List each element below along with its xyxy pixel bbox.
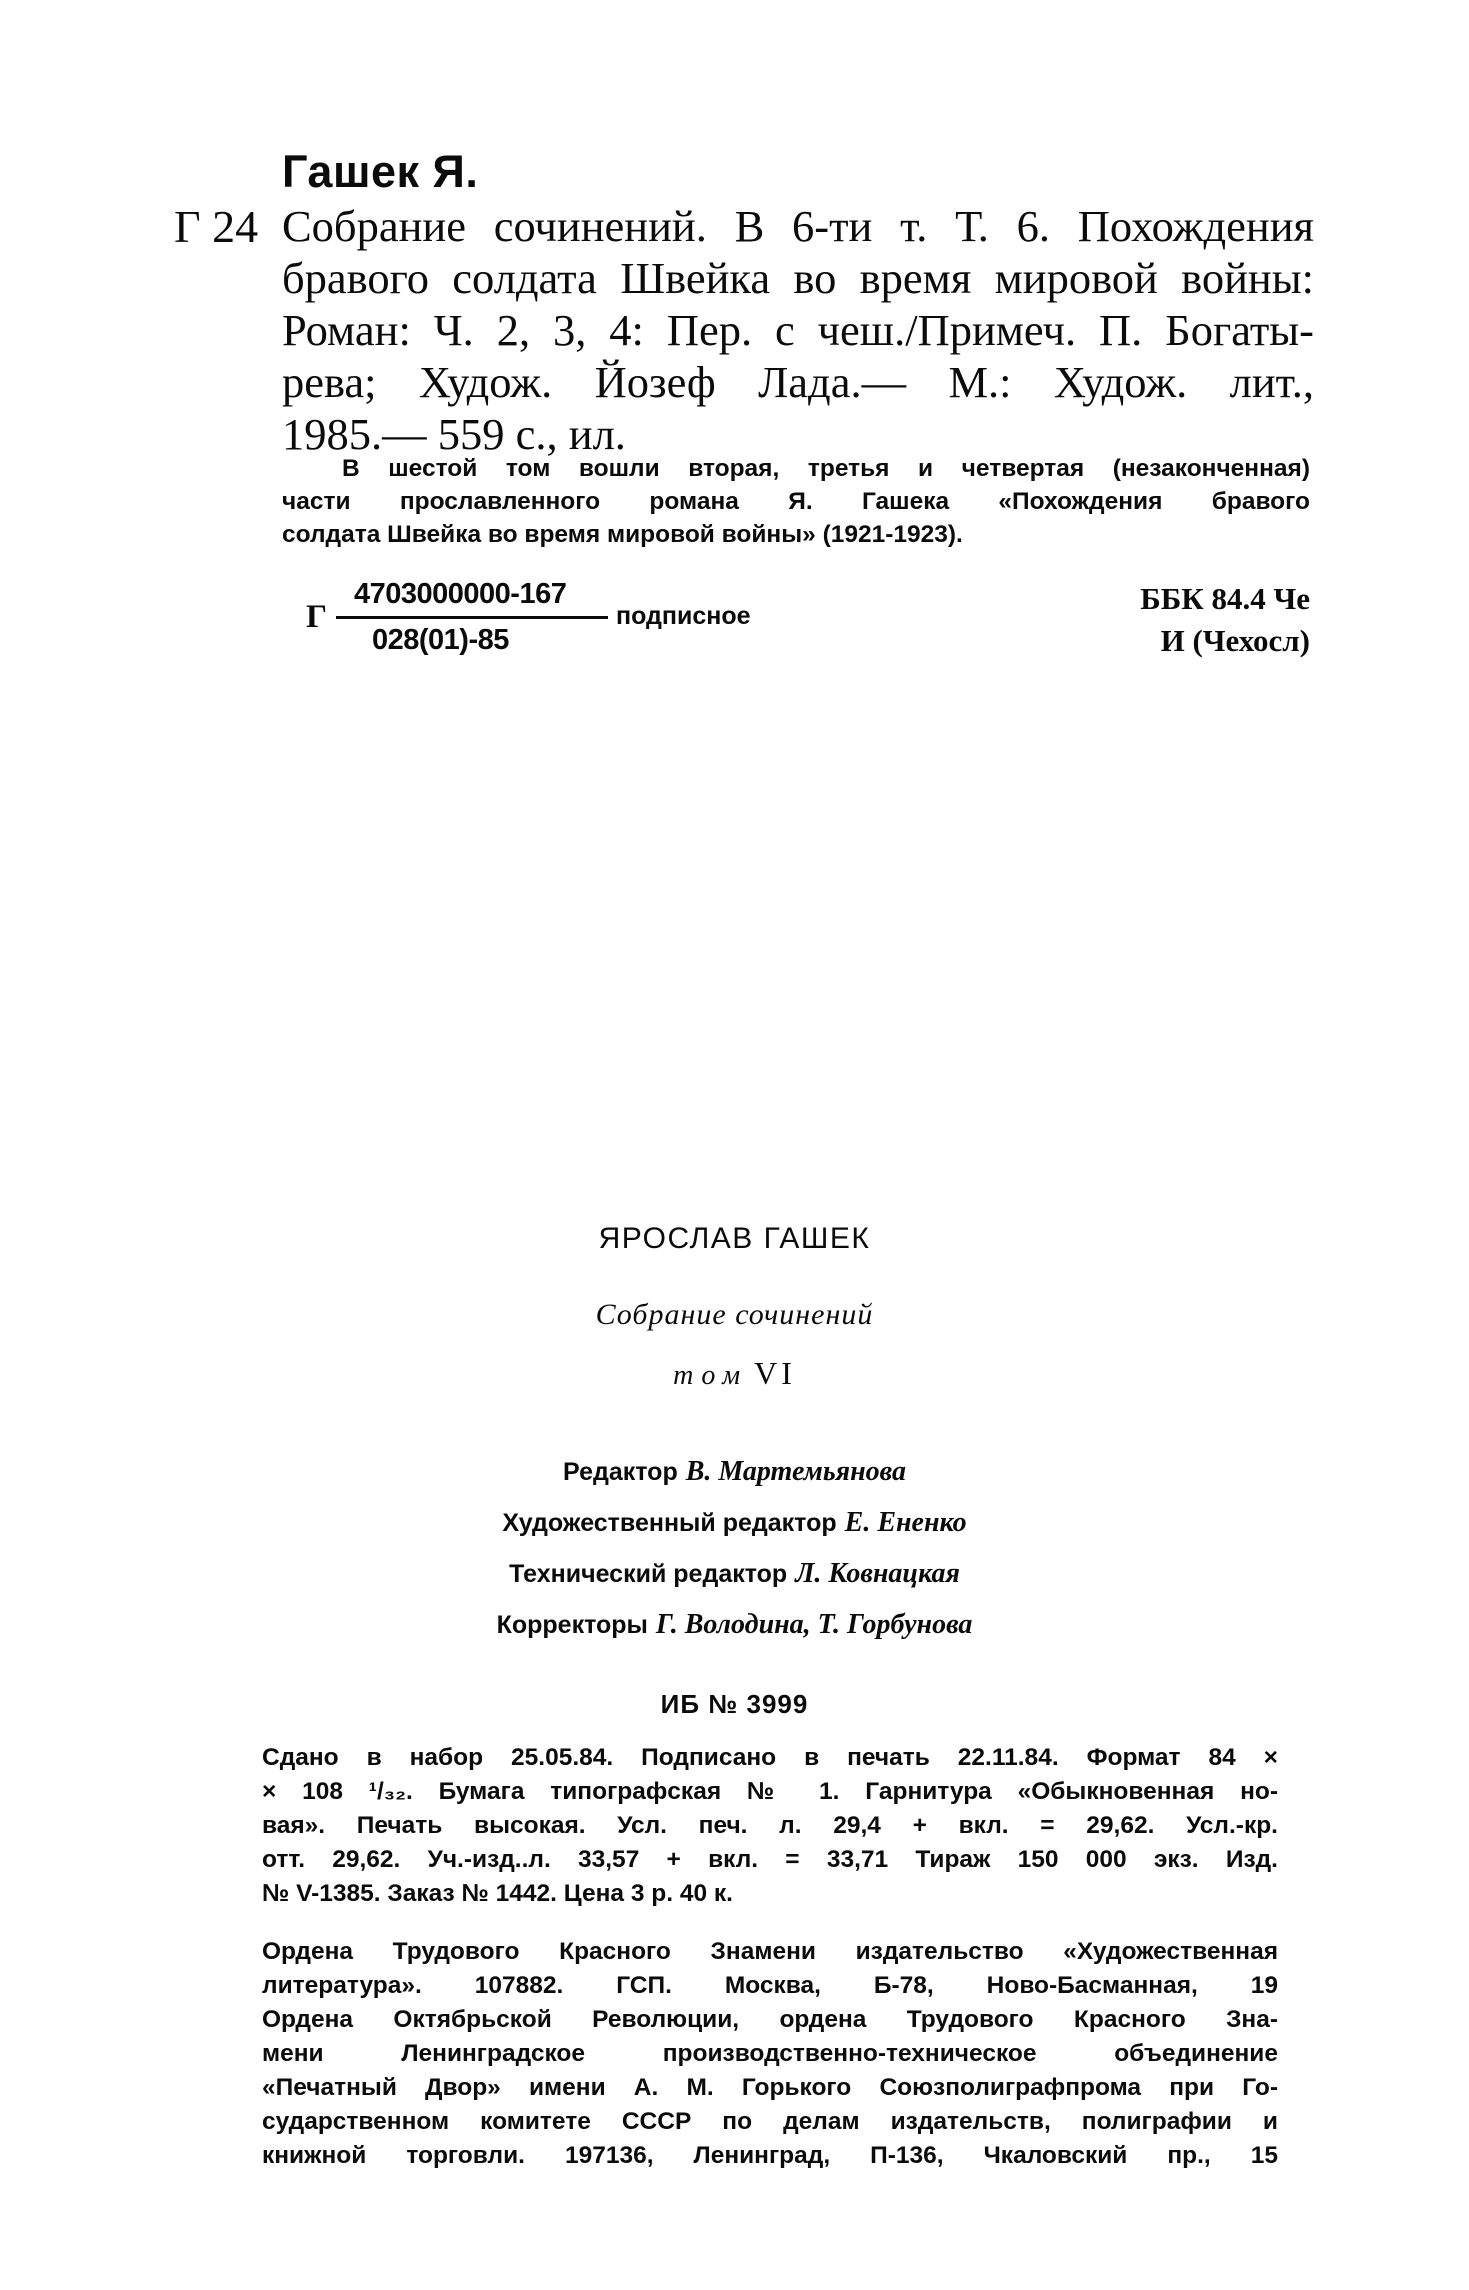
- annotation-line: солдата Швейка во время мировой войны» (1921-1923).: [282, 521, 963, 548]
- colophon-author: ЯРОСЛАВ ГАШЕК: [598, 1222, 871, 1255]
- credit-role: Художественный редактор: [502, 1509, 837, 1537]
- credit-row: [0, 1609, 1469, 1660]
- print-data-line: отт. 29,62. Уч.-изд..л. 33,57 + вкл. = 33,71 Тираж 150 000 экз. Изд.: [262, 1846, 1278, 1873]
- printer-line: мени Ленинградское производственно-техническое объединение: [262, 2040, 1278, 2067]
- credit-row: [0, 1456, 1469, 1507]
- credit-role: Корректоры: [496, 1611, 648, 1639]
- catalog-author: Гашек Я.: [282, 146, 479, 197]
- credits-list: [0, 1456, 1469, 1660]
- publisher-line: литература». 107882. ГСП. Москва, Б-78, Ново-Басманная, 19: [262, 1972, 1278, 1999]
- index-denominator: 028(01)-85: [372, 624, 509, 656]
- colophon-series: Собрание сочинений: [595, 1298, 874, 1331]
- annotation-line: части прославленного романа Я. Гашека «Похождения бравого: [282, 488, 1310, 515]
- print-data: [262, 1741, 1278, 1911]
- catalog-code: Г 24: [174, 201, 259, 252]
- bbk-classification: [1094, 578, 1310, 662]
- description-line: 1985.— 559 с., ил.: [282, 409, 626, 459]
- print-data-line: Сдано в набор 25.05.84. Подписано в печать 22.11.84. Формат 84 ×: [262, 1744, 1278, 1771]
- description-line: бравого солдата Швейка во время мировой войны:: [282, 253, 1314, 303]
- printer-info: [262, 2003, 1278, 2173]
- credit-person: В. Мартемьянова: [685, 1456, 906, 1487]
- index-note: подписное: [616, 602, 751, 630]
- bbk-line: ББК 84.4 Че: [1140, 581, 1310, 616]
- publisher-line: Ордена Трудового Красного Знамени издательство «Художественная: [262, 1938, 1278, 1965]
- print-data-line: вая». Печать высокая. Усл. печ. л. 29,4 + вкл. = 29,62. Усл.-кр.: [262, 1812, 1278, 1839]
- credit-row: [0, 1507, 1469, 1558]
- volume-word: том: [673, 1360, 749, 1391]
- credit-role: Редактор: [563, 1458, 678, 1486]
- description-line: Роман: Ч. 2, 3, 4: Пер. с чеш./Примеч. П. Богаты-: [282, 305, 1314, 355]
- printer-line: сударственном комитете СССР по делам издательств, полиграфии и: [262, 2108, 1278, 2135]
- catalog-annotation: [282, 452, 1310, 551]
- index-letter: Г: [306, 599, 327, 635]
- printer-line: книжной торговли. 197136, Ленинград, П-136, Чкаловский пр., 15: [262, 2142, 1278, 2169]
- index-numerator: 4703000000-167: [354, 578, 567, 610]
- fraction-line: [336, 616, 608, 619]
- catalog-description: [282, 200, 1314, 460]
- credit-person: Г. Володина, Т. Горбунова: [655, 1609, 973, 1640]
- credit-row: [0, 1558, 1469, 1609]
- colophon-volume: [0, 1355, 1469, 1392]
- print-data-line: № V-1385. Заказ № 1442. Цена 3 р. 40 к.: [262, 1880, 733, 1907]
- ib-number: ИБ № 3999: [660, 1689, 809, 1719]
- credit-person: Л. Ковнацкая: [795, 1558, 960, 1589]
- printer-line: Ордена Октябрьской Революции, ордена Трудового Красного Зна-: [262, 2006, 1278, 2033]
- publisher-info: [262, 1935, 1278, 2003]
- volume-number: VI: [754, 1355, 796, 1391]
- credit-person: Е. Ененко: [844, 1507, 967, 1538]
- print-data-line: × 108 ¹/₃₂. Бумага типографская № 1. Гарнитура «Обыкновенная но-: [262, 1778, 1278, 1805]
- bbk-line: И (Чехосл): [1160, 623, 1310, 658]
- description-line: рева; Худож. Йозеф Лада.— М.: Худож. лит.,: [282, 357, 1314, 407]
- printer-line: «Печатный Двор» имени А. М. Горького Союзполиграфпрома при Го-: [262, 2074, 1278, 2101]
- credit-role: Технический редактор: [509, 1560, 788, 1588]
- description-line: Собрание сочинений. В 6-ти т. Т. 6. Похождения: [282, 201, 1314, 251]
- annotation-line: В шестой том вошли вторая, третья и четвертая (незаконченная): [342, 455, 1310, 482]
